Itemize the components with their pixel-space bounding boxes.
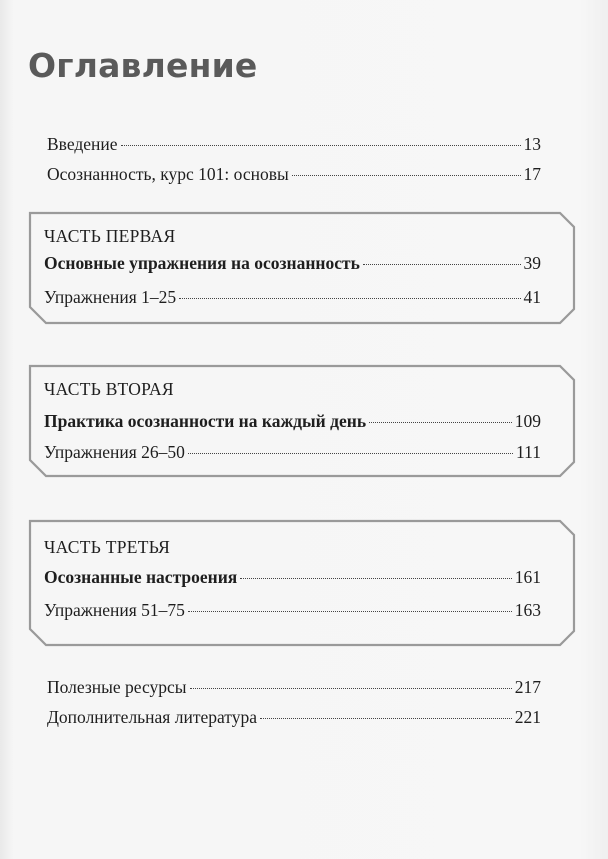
toc-entry-further-reading[interactable] xyxy=(47,706,541,728)
part-two-heading: ЧАСТЬ ВТОРАЯ xyxy=(44,379,174,399)
toc-entry-part-one-exercises[interactable] xyxy=(44,286,541,308)
dot-leader xyxy=(260,718,512,719)
toc-entry-page: 111 xyxy=(516,442,541,462)
toc-entry-page: 13 xyxy=(523,134,541,154)
toc-entry-label: Введение xyxy=(47,134,118,154)
dot-leader xyxy=(179,298,520,299)
toc-entry-part-three-exercises[interactable] xyxy=(44,599,541,621)
toc-entry-page: 109 xyxy=(514,411,541,431)
dot-leader xyxy=(292,175,521,176)
toc-entry-label: Осознанные настроения xyxy=(44,567,238,587)
toc-entry-part-three-main[interactable] xyxy=(44,566,541,588)
toc-entry-part-two-exercises[interactable] xyxy=(44,441,541,463)
toc-entry-part-two-main[interactable] xyxy=(44,410,541,432)
toc-entry-resources[interactable] xyxy=(47,676,541,698)
dot-leader xyxy=(121,145,521,146)
toc-entry-label: Упражнения 51–75 xyxy=(44,600,185,620)
toc-entry-label: Дополнительная литература xyxy=(47,707,257,727)
toc-entry-label: Упражнения 26–50 xyxy=(44,442,185,462)
toc-entry-introduction[interactable] xyxy=(47,133,541,155)
toc-entry-label: Полезные ресурсы xyxy=(47,677,187,697)
toc-entry-page: 161 xyxy=(514,567,541,587)
dot-leader xyxy=(363,264,521,265)
part-three-heading: ЧАСТЬ ТРЕТЬЯ xyxy=(44,537,171,557)
toc-entry-page: 39 xyxy=(523,253,541,273)
toc-entry-mindfulness-101[interactable] xyxy=(47,163,541,185)
toc-entry-page: 217 xyxy=(514,677,541,697)
page-title: Оглавление xyxy=(28,46,258,85)
toc-entry-page: 163 xyxy=(514,600,541,620)
dot-leader xyxy=(240,578,511,579)
toc-entry-page: 41 xyxy=(523,287,541,307)
toc-entry-page: 221 xyxy=(514,707,541,727)
toc-entry-label: Осознанность, курс 101: основы xyxy=(47,164,289,184)
toc-entry-label: Основные упражнения на осознанность xyxy=(44,253,360,273)
toc-entry-label: Упражнения 1–25 xyxy=(44,287,177,307)
toc-entry-page: 17 xyxy=(523,164,541,184)
dot-leader xyxy=(369,422,512,423)
dot-leader xyxy=(190,688,512,689)
toc-entry-label: Практика осознанности на каждый день xyxy=(44,411,367,431)
dot-leader xyxy=(188,611,512,612)
dot-leader xyxy=(188,453,513,454)
toc-entry-part-one-main[interactable] xyxy=(44,252,541,274)
part-one-heading: ЧАСТЬ ПЕРВАЯ xyxy=(44,226,176,246)
